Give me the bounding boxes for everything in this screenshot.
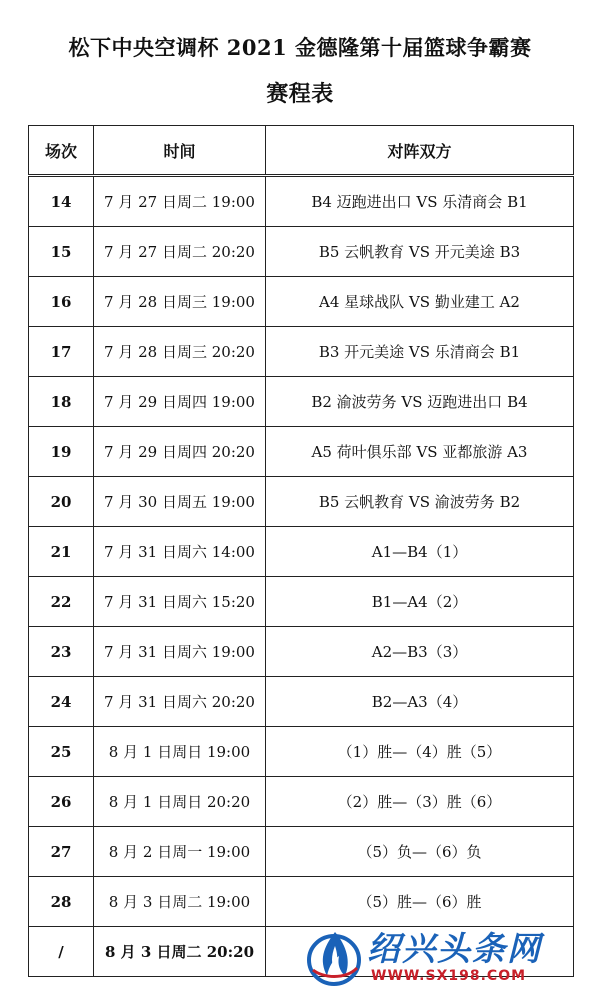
table-row <box>29 327 574 377</box>
cell-time: 7 月 31 日周六 14:00 <box>94 527 266 577</box>
table-row <box>29 227 574 277</box>
column-header-matchup: 对阵双方 <box>266 126 574 176</box>
cell-round: / <box>29 927 94 977</box>
cell-matchup: B5 云帆教育 VS 开元美途 B3 <box>266 227 574 277</box>
schedule-table <box>28 125 574 977</box>
cell-round: 21 <box>29 527 94 577</box>
cell-time: 7 月 30 日周五 19:00 <box>94 477 266 527</box>
cell-matchup: （5）负—（6）负 <box>266 827 574 877</box>
cell-matchup: B2—A3（4） <box>266 677 574 727</box>
cell-time: 7 月 31 日周六 19:00 <box>94 627 266 677</box>
cell-round: 23 <box>29 627 94 677</box>
cell-matchup: A1—B4（1） <box>266 527 574 577</box>
cell-time: 8 月 2 日周一 19:00 <box>94 827 266 877</box>
cell-round: 26 <box>29 777 94 827</box>
cell-matchup: （5）胜—（6）胜 <box>266 877 574 927</box>
table-row <box>29 627 574 677</box>
table-row <box>29 176 574 227</box>
flame-logo-icon <box>305 926 363 988</box>
table-row <box>29 427 574 477</box>
table-row <box>29 477 574 527</box>
table-row <box>29 677 574 727</box>
cell-time: 8 月 3 日周二 19:00 <box>94 877 266 927</box>
cell-time: 8 月 1 日周日 19:00 <box>94 727 266 777</box>
cell-round: 18 <box>29 377 94 427</box>
cell-round: 19 <box>29 427 94 477</box>
cell-matchup: B4 迈跑进出口 VS 乐清商会 B1 <box>266 176 574 227</box>
cell-matchup: B1—A4（2） <box>266 577 574 627</box>
table-row <box>29 727 574 777</box>
cell-round: 17 <box>29 327 94 377</box>
cell-matchup: A5 荷叶俱乐部 VS 亚都旅游 A3 <box>266 427 574 477</box>
column-header-time: 时间 <box>94 126 266 176</box>
cell-round: 27 <box>29 827 94 877</box>
table-row <box>29 377 574 427</box>
page-subtitle: 赛程表 <box>266 81 334 107</box>
cell-round: 22 <box>29 577 94 627</box>
cell-round: 24 <box>29 677 94 727</box>
table-header-row <box>29 126 574 176</box>
cell-matchup: A2—B3（3） <box>266 627 574 677</box>
cell-time: 8 月 3 日周二 20:20 <box>94 927 266 977</box>
cell-time: 7 月 29 日周四 19:00 <box>94 377 266 427</box>
cell-time: 7 月 29 日周四 20:20 <box>94 427 266 477</box>
cell-time: 7 月 28 日周三 20:20 <box>94 327 266 377</box>
table-row <box>29 527 574 577</box>
cell-round: 16 <box>29 277 94 327</box>
watermark-url: WWW.SX198.COM <box>371 968 527 984</box>
cell-round: 14 <box>29 176 94 227</box>
site-watermark <box>305 918 595 996</box>
cell-round: 25 <box>29 727 94 777</box>
table-row <box>29 777 574 827</box>
table-row <box>29 827 574 877</box>
cell-time: 7 月 27 日周二 19:00 <box>94 176 266 227</box>
cell-matchup: B5 云帆教育 VS 渝波劳务 B2 <box>266 477 574 527</box>
cell-time: 7 月 31 日周六 15:20 <box>94 577 266 627</box>
column-header-round: 场次 <box>29 126 94 176</box>
cell-matchup: （1）胜—（4）胜（5） <box>266 727 574 777</box>
cell-time: 8 月 1 日周日 20:20 <box>94 777 266 827</box>
schedule-body <box>29 176 574 977</box>
cell-matchup: B2 渝波劳务 VS 迈跑进出口 B4 <box>266 377 574 427</box>
cell-round: 28 <box>29 877 94 927</box>
cell-round: 15 <box>29 227 94 277</box>
page-title: 松下中央空调杯 2021 金德隆第十届篮球争霸赛 <box>68 35 532 60</box>
cell-matchup: A4 星球战队 VS 勤业建工 A2 <box>266 277 574 327</box>
watermark-site-name: 绍兴头条网 <box>367 929 542 968</box>
cell-time: 7 月 27 日周二 20:20 <box>94 227 266 277</box>
cell-time: 7 月 28 日周三 19:00 <box>94 277 266 327</box>
cell-matchup: B3 开元美途 VS 乐清商会 B1 <box>266 327 574 377</box>
cell-round: 20 <box>29 477 94 527</box>
cell-matchup: （2）胜—（3）胜（6） <box>266 777 574 827</box>
cell-time: 7 月 31 日周六 20:20 <box>94 677 266 727</box>
table-row <box>29 277 574 327</box>
table-row <box>29 577 574 627</box>
